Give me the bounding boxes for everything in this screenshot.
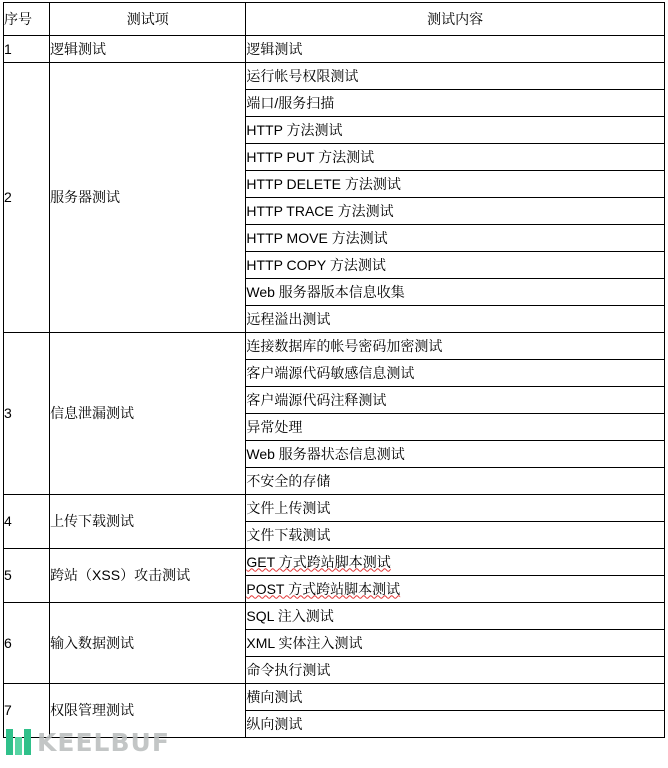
cell-content: HTTP MOVE 方法测试 xyxy=(246,225,665,252)
security-test-table xyxy=(3,2,665,738)
cell-item: 信息泄漏测试 xyxy=(50,333,246,495)
cell-no: 3 xyxy=(4,333,50,495)
table-row xyxy=(4,63,665,90)
table-row xyxy=(4,36,665,63)
cell-no: 5 xyxy=(4,549,50,603)
cell-no: 1 xyxy=(4,36,50,63)
cell-content: 远程溢出测试 xyxy=(246,306,665,333)
table-row xyxy=(4,549,665,576)
table-body xyxy=(4,36,665,738)
table-header xyxy=(4,3,665,36)
cell-content: 逻辑测试 xyxy=(246,36,665,63)
cell-content: Web 服务器状态信息测试 xyxy=(246,441,665,468)
cell-item: 输入数据测试 xyxy=(50,603,246,684)
cell-content: POST 方式跨站脚本测试 xyxy=(246,576,665,603)
cell-content: SQL 注入测试 xyxy=(246,603,665,630)
cell-content: 纵向测试 xyxy=(246,711,665,738)
cell-no: 6 xyxy=(4,603,50,684)
document-body xyxy=(3,2,665,738)
table-row xyxy=(4,603,665,630)
cell-item: 上传下载测试 xyxy=(50,495,246,549)
cell-content: 端口/服务扫描 xyxy=(246,90,665,117)
header-cell-no: 序号 xyxy=(4,3,50,36)
table-row xyxy=(4,495,665,522)
cell-content: 横向测试 xyxy=(246,684,665,711)
header-cell-item: 测试项 xyxy=(50,3,246,36)
cell-item: 逻辑测试 xyxy=(50,36,246,63)
cell-content: 运行帐号权限测试 xyxy=(246,63,665,90)
cell-content: 命令执行测试 xyxy=(246,657,665,684)
cell-no: 2 xyxy=(4,63,50,333)
cell-content: 连接数据库的帐号密码加密测试 xyxy=(246,333,665,360)
cell-no: 7 xyxy=(4,684,50,738)
cell-content: HTTP PUT 方法测试 xyxy=(246,144,665,171)
cell-item: 服务器测试 xyxy=(50,63,246,333)
cell-content: HTTP DELETE 方法测试 xyxy=(246,171,665,198)
cell-content: GET 方式跨站脚本测试 xyxy=(246,549,665,576)
cell-item: 权限管理测试 xyxy=(50,684,246,738)
table-row xyxy=(4,333,665,360)
cell-item: 跨站（XSS）攻击测试 xyxy=(50,549,246,603)
cell-content: Web 服务器版本信息收集 xyxy=(246,279,665,306)
cell-no: 4 xyxy=(4,495,50,549)
cell-content: HTTP TRACE 方法测试 xyxy=(246,198,665,225)
table-row xyxy=(4,684,665,711)
cell-content: XML 实体注入测试 xyxy=(246,630,665,657)
cell-content: HTTP COPY 方法测试 xyxy=(246,252,665,279)
cell-content: 文件上传测试 xyxy=(246,495,665,522)
table-header-row xyxy=(4,3,665,36)
cell-content: HTTP 方法测试 xyxy=(246,117,665,144)
cell-content: 客户端源代码注释测试 xyxy=(246,387,665,414)
header-cell-content: 测试内容 xyxy=(246,3,665,36)
cell-content: 异常处理 xyxy=(246,414,665,441)
cell-content: 不安全的存储 xyxy=(246,468,665,495)
cell-content: 文件下载测试 xyxy=(246,522,665,549)
watermark-text: KEELBUF xyxy=(37,727,170,757)
cell-content: 客户端源代码敏感信息测试 xyxy=(246,360,665,387)
